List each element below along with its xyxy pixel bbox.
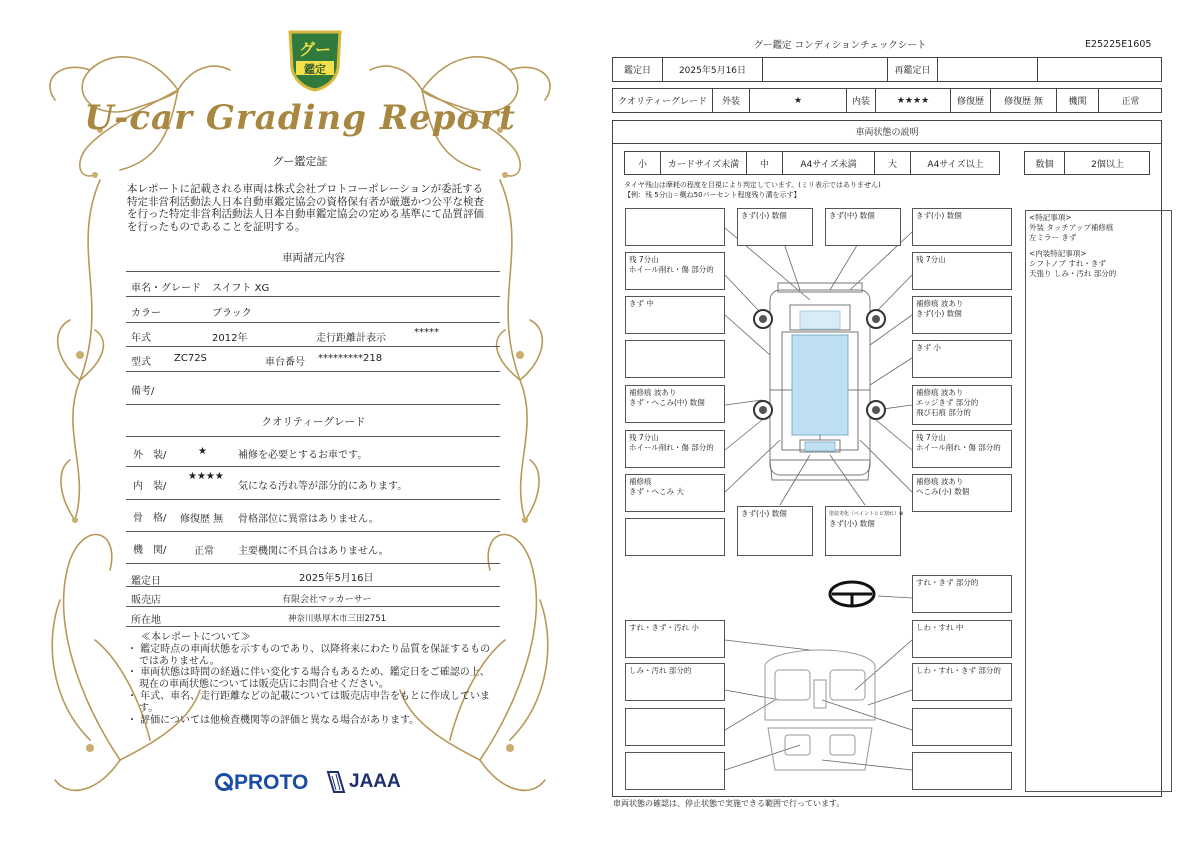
condition-box: きず(小) 数個 [737,208,813,246]
sheet-code: E25225E1605 [1085,39,1152,50]
size-legend: 小 カードサイズ未満 中 A4サイズ未満 大 A4サイズ以上 [624,151,1000,175]
spec-section-title: 車両諸元内容 [282,252,345,264]
condition-box: 補修痕 波あり へこみ(小) 数個 [912,474,1012,512]
notes-title: ≪本レポートについて≫ [141,632,251,643]
svg-text:グー: グー [298,40,332,59]
condition-box: 塗装劣化（ペイントヒビ割れ）⊕ きず(小) 数個 [825,506,901,556]
spec-row-color: カラー ブラック [126,297,500,323]
report-notes [127,632,493,726]
condition-box: 補修痕 波あり きず(小) 数個 [912,296,1012,334]
svg-text:鑑定: 鑑定 [304,63,326,76]
condition-box: しみ・汚れ 部分的 [625,663,725,701]
condition-box [625,708,725,746]
condition-box: すれ・きず・汚れ 小 [625,620,725,658]
condition-check-sheet [600,0,1200,848]
tire-note: タイヤ残山は摩耗の程度を目視により判定しています。(ミリ表示ではありません) [624,181,881,189]
spec-row-year: 年式 2012年 走行距離計表示 ***** [126,323,500,347]
date-value: 2025年5月16日 [663,58,763,81]
grade-row-engine: 機 関/ 正常 主要機関に不具合はありません。 [126,532,500,564]
note-item: ・ 鑑定時点の車両状態を示すものであり、以降将来にわたり品質を保証するものではありません。 [127,643,491,667]
info-row-address: 所在地 神奈川県厚木市三田2751 [126,607,500,627]
condition-box: 補修痕 波あり きず・へこみ(中) 数個 [625,385,725,423]
condition-box [625,518,725,556]
sheet-footer: 車両状態の確認は、停止状態で実施できる範囲で行っています。 [613,799,845,808]
grade-row-exterior: 外 装/ ★ 補修を必要とするお車です。 [126,436,500,467]
jaaa-logo: JAAA [349,771,401,792]
condition-box: きず 中 [625,296,725,334]
section-title: 車両状態の説明 [612,120,1162,144]
condition-box [912,708,1012,746]
info-row-date: 鑑定日 2025年5月16日 [126,566,500,587]
info-row-dealer: 販売店 有限会社マッカーサー [126,587,500,607]
condition-box: 残 7分山 ホイール削れ・傷 部分的 [912,430,1012,468]
count-legend: 数個 2個以上 [1024,151,1150,175]
condition-box: 補修痕 波あり エッジきず 部分的 飛び石痕 部分的 [912,385,1012,425]
grade-section-title: クオリティーグレード [261,416,366,428]
condition-box: しわ・すれ 中 [912,620,1012,658]
date-row: 鑑定日 2025年5月16日 再鑑定日 [612,57,1162,82]
condition-box: すれ・きず 部分的 [912,575,1012,613]
condition-box [625,340,725,378]
grade-row-interior: 内 装/ ★★★★ 気になる汚れ等が部分的にあります。 [126,467,500,500]
note-item: ・ 評価については他検査機関等の評価と異なる場合があります。 [127,714,420,726]
grade-row: クオリティーグレード 外装 ★ 内装 ★★★★ 修復歴 修復歴 無 機関 正常 [612,88,1162,113]
spec-row-name: 車名・グレード スイフト XG [126,271,500,297]
spec-row-remarks: 備考/ [126,372,500,405]
condition-box: 残 7分山 ホイール削れ・傷 部分的 [625,430,725,468]
steering-wheel-icon [830,582,874,606]
sheet-title: グー鑑定 コンディションチェックシート [753,40,927,51]
condition-box [625,752,725,790]
proto-logo: PROTO [234,771,309,794]
certificate-title: グー鑑定証 [272,155,328,168]
condition-box: きず(小) 数個 [737,506,813,556]
certificate-statement: 本レポートに記載される車両は株式会社プロトコーポレーションが委託する特定非営利活動法人日本自動車鑑定協会の資格保有者が厳選かつ公平な検査を行った特定非営利活動法人日本自動車鑑定協会の定める基準にて品質評価を行ったものであることを証明する。 [127,183,484,233]
condition-box: 補修痕 きず・へこみ 大 [625,474,725,512]
jaaa-mark-icon [326,770,346,794]
spec-row-model: 型式 ZC72S 車台番号 *********218 [126,347,500,372]
condition-box: きず(小) 数個 [912,208,1012,246]
goo-kantei-logo [286,28,344,92]
tire-note-example: 【例：残 5分山＝概ね50パーセント程度残り溝を示す】 [624,191,801,199]
special-remarks: <特記事項> 外装 タッチアップ補修痕 左ミラー きず <内装特記事項> シフトノブ すれ・きず 天張り しみ・汚れ 部分的 [1025,210,1172,792]
note-item: ・ 車両状態は時間の経過に伴い変化する場合もあるため、鑑定日をご確認の上、現在の車両状態については販売店にお問合せください。 [127,667,490,691]
note-item: ・ 年式、車名、走行距離などの記載については販売店申告をもとに作成しています。 [127,690,490,714]
condition-box: しわ・すれ・きず 部分的 [912,663,1012,701]
condition-box: きず 小 [912,340,1012,378]
condition-box [912,752,1012,790]
proto-mark-icon [215,772,233,794]
condition-box [625,208,725,246]
grade-row-frame: 骨 格/ 修復歴 無 骨格部位に異常はありません。 [126,500,500,532]
condition-box: 残 7分山 [912,252,1012,290]
condition-box: 残 7分山 ホイール削れ・傷 部分的 [625,252,725,290]
condition-box: きず(中) 数個 [825,208,901,246]
report-script-title: U-car Grading Report [84,98,516,138]
